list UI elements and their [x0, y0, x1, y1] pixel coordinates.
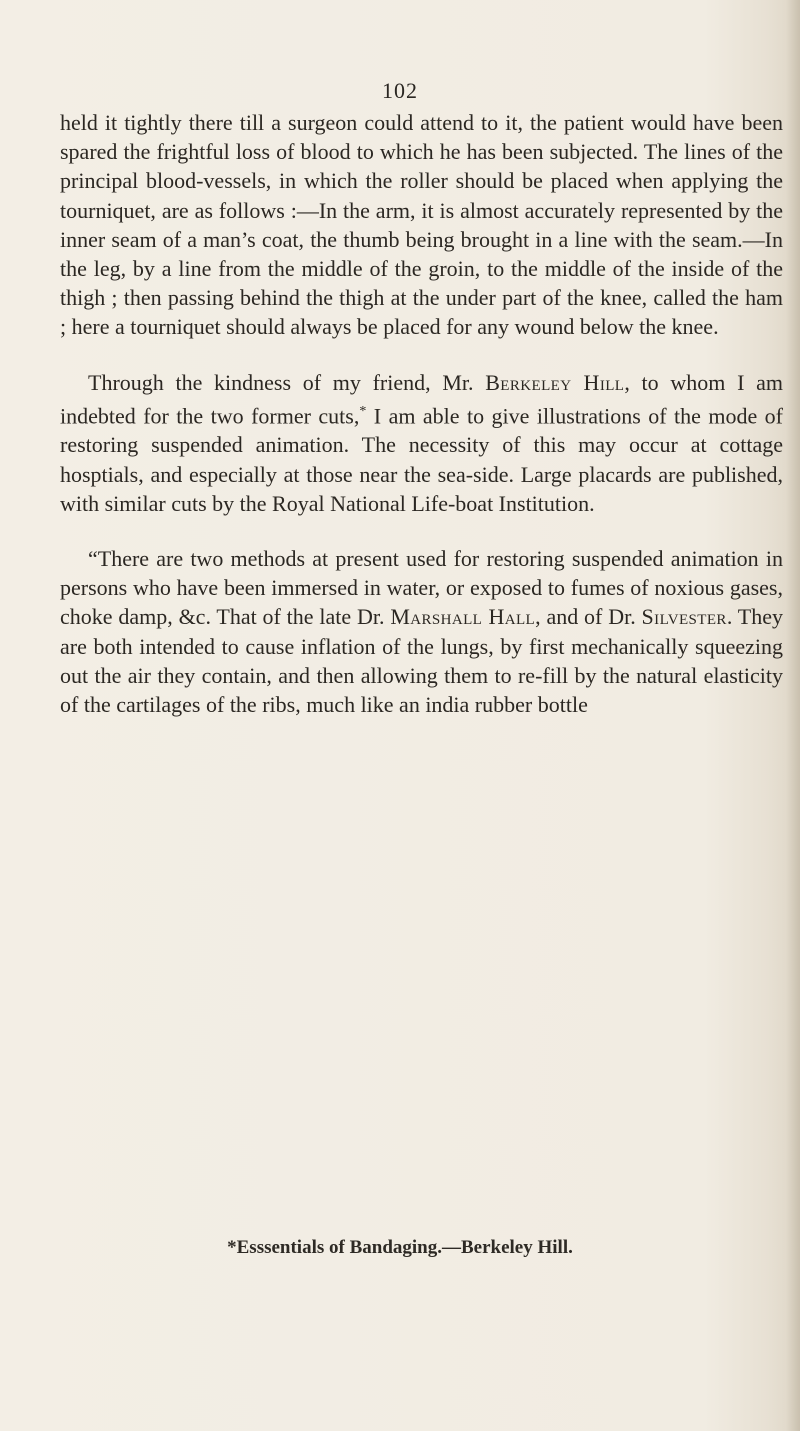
paragraph-illustrations-lead: Through the kindness of my friend, Mr.: [88, 369, 486, 395]
footnote-marker: *: [359, 403, 367, 419]
paragraph-illustrations-rest: I am able to give illustrations of the mode of restoring suspended animation. The necessity of this may occur at cottage hosptials, and especially at those near the sea-side. Large placards are published, with similar cuts by the Royal National Life-boat Institution.: [60, 403, 783, 516]
paragraph-methods-lead: “There are two methods at present used for restoring suspended animation in persons who have been immersed in water, or exposed to fumes of noxious gases, choke damp, &c. That of the late Dr.: [60, 545, 783, 630]
person-name-silvester: Silvester: [641, 604, 727, 630]
page-number: 102: [382, 78, 418, 103]
paragraph-gap: [60, 518, 783, 544]
paragraph-tourniquet: held it tightly there till a surgeon could attend to it, the patient would have been spared the frightful loss of blood to which he has been subjected. The lines of the principal blood-vessels, in which the roller should be placed when applying the tourniquet, are as follows :—In the arm, it is almost accurately represented by the inner seam of a man’s coat, the thumb being brought in a line with the seam.—In the leg, by a line from the middle of the groin, to the middle of the inside of the thigh ; then passing behind the thigh at the under part of the knee, called the ham ; here a tourniquet should always be placed for any wound below the knee.: [60, 110, 783, 340]
paragraph-illustrations-middle: , to whom I am indebted for the two former cuts,: [60, 369, 783, 429]
footnote: *Esssentials of Bandaging.—Berkeley Hill.: [227, 1237, 573, 1258]
paragraph-illustrations: [60, 368, 783, 518]
person-name-berkeley-hill: Berkeley Hill: [485, 369, 625, 395]
page-edge-shadow: [786, 0, 800, 1431]
paragraph-methods-rest: . They are both intended to cause inflation of the lungs, by first mechanically squeezing out the air they contain, and then allowing them to re-fill by the natural elasticity of the cartilages of the ribs, much like an india rubber bottle: [60, 604, 783, 717]
paragraph-methods: [60, 544, 783, 719]
paragraph-gap: [60, 342, 783, 368]
paragraph-methods-middle: , and of Dr.: [535, 604, 642, 630]
person-name-marshall-hall: Marshall Hall: [390, 604, 536, 630]
body-text: [60, 108, 783, 719]
